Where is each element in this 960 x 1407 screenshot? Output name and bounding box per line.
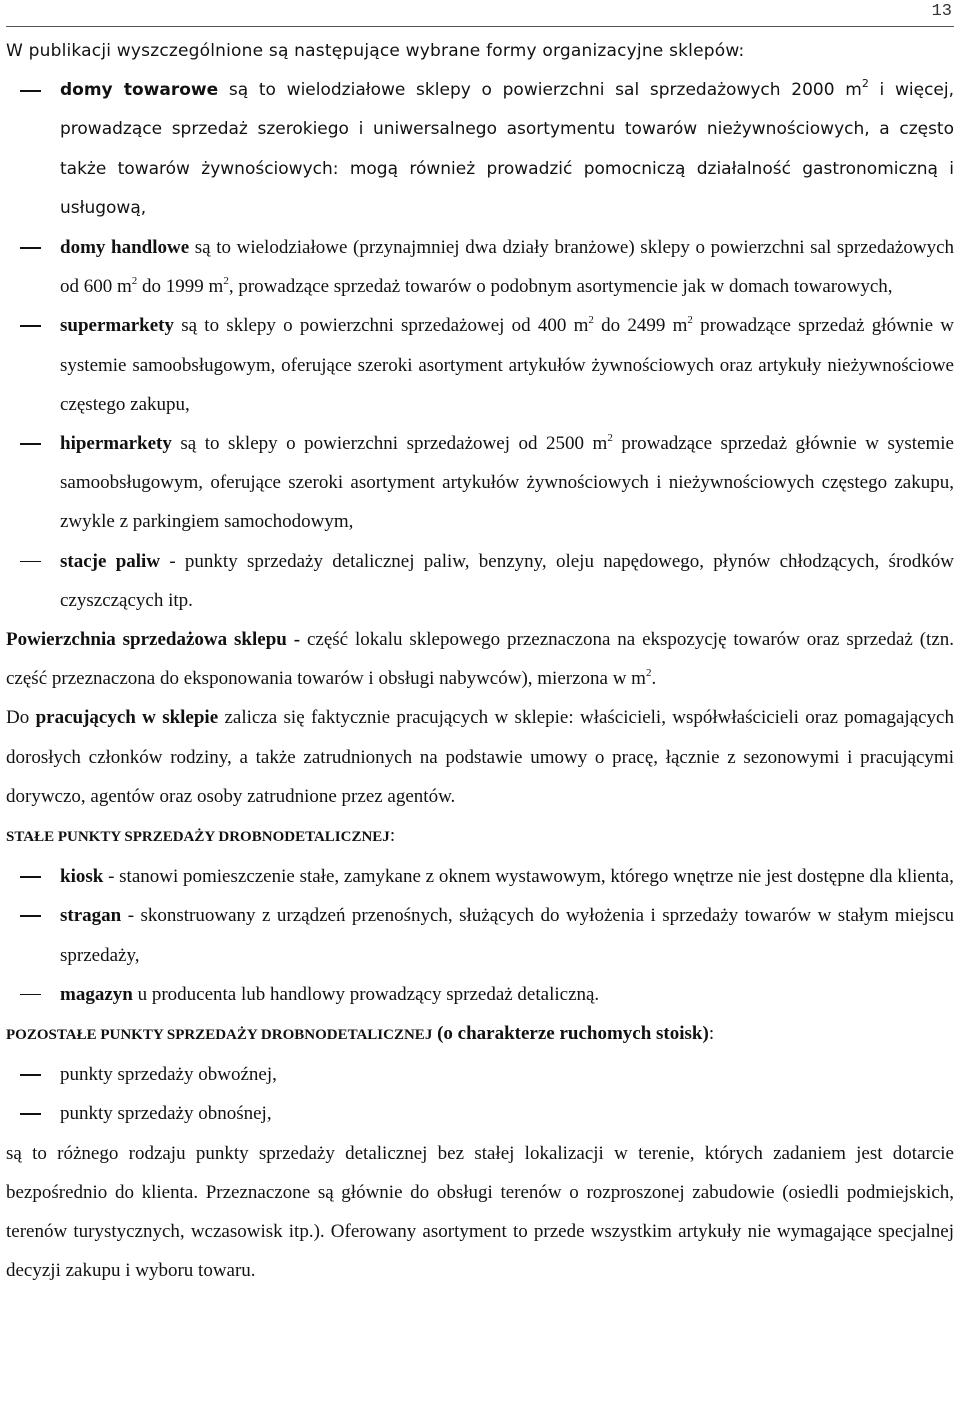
dash-bullet-icon (20, 1113, 41, 1115)
list-item-hipermarkety (6, 424, 954, 542)
term: pracujących w sklepie (35, 707, 219, 729)
definition-text: . (651, 668, 657, 690)
superscript: 2 (223, 275, 229, 288)
heading-colon: : (389, 825, 396, 847)
superscript: 2 (607, 432, 613, 445)
term: domy towarowe (60, 80, 219, 101)
definition-text: są to wielodziałowe (przynajmniej dwa działy branżowe) sklepy o powierzchni sal sprzedażowych od 600 m (60, 237, 954, 298)
term: kiosk (60, 866, 104, 888)
dash-bullet-icon (20, 325, 41, 327)
definition-text: , prowadzące sprzedaż towarów o podobnym asortymencie jak w domach towarowych, (228, 276, 893, 298)
superscript: 2 (588, 314, 594, 327)
dash-bullet-icon (20, 443, 41, 445)
term: hipermarkety (60, 433, 172, 455)
definition-text: - stanowi pomieszczenie stałe, zamykane z oknem wystawowym, którego wnętrze nie jest dostępne dla klienta, (103, 866, 954, 888)
list-item-obnosna (6, 1094, 954, 1133)
list-item-domy-handlowe (6, 228, 954, 306)
dash-bullet-icon (20, 876, 41, 878)
definition-text: - punkty sprzedaży detalicznej paliw, benzyny, oleju napędowego, płynów chłodzących, środków czyszczących itp. (60, 550, 954, 611)
other-points-heading (6, 1014, 954, 1055)
dash-bullet-icon (20, 994, 41, 996)
superscript: 2 (131, 275, 138, 288)
definition-text: i więcej, prowadzące sprzedaż szerokiego i uniwersalnego asortymentu towarów nieżywnościowych, a często także towarów żywnościowych: mogą również prowadzić pomocniczą działalność gastronomiczną i usługową, (60, 80, 954, 218)
fixed-points-heading (6, 816, 954, 857)
definition-text: u producenta lub handlowy prowadzący sprzedaż detaliczną. (132, 983, 600, 1005)
section-heading: POZOSTAŁE PUNKTY SPRZEDAŻY DROBNODETALICZNEJ (6, 1027, 433, 1044)
heading-colon: : (708, 1023, 715, 1045)
paragraph-text: Do (6, 707, 36, 729)
definition-text: są to sklepy o powierzchni sprzedażowej od 2500 m (171, 433, 608, 455)
list-item-supermarkety (6, 306, 954, 424)
superscript: 2 (687, 314, 693, 327)
definition-text: są to sklepy o powierzchni sprzedażowej od 400 m (173, 315, 589, 337)
list-item-obwozna (6, 1055, 954, 1094)
term: supermarkety (60, 315, 174, 337)
term: stacje paliw (60, 550, 161, 572)
definition-text: prowadzące sprzedaż głównie w systemie samoobsługowym, oferujące szeroki asortyment artykułów żywnościowych i nieżywnościowych częstego zakupu, zwykle z parkingiem samochodowym, (60, 433, 954, 533)
dash-bullet-icon (20, 247, 41, 249)
dash-bullet-icon (20, 915, 41, 917)
document-body (6, 32, 954, 1291)
dash-bullet-icon (20, 1074, 41, 1076)
header-rule (6, 26, 954, 27)
list-item-text: punkty sprzedaży obwoźnej, (60, 1064, 277, 1086)
paragraph-text: zalicza się faktycznie pracujących w sklepie: właścicieli, współwłaścicieli oraz pomagających dorosłych członków rodziny, a także zatrudnionych na podstawie umowy o pracę, łącznie z sezonowymi i pracującymi dorywczo, agentów oraz osoby zatrudnione przez agentów. (6, 707, 954, 807)
sales-area-paragraph (6, 620, 954, 698)
definition-text: prowadzące sprzedaż głównie w systemie samoobsługowym, oferujące szeroki asortyment artykułów żywnościowych oraz artykuły nieżywnościowe częstego zakupu, (60, 315, 954, 415)
term: stragan (60, 905, 122, 927)
term: domy handlowe (60, 237, 190, 259)
definition-text: są to wielodziałowe sklepy o powierzchni sal sprzedażowych 2000 m (218, 80, 862, 101)
list-item-text: punkty sprzedaży obnośnej, (60, 1103, 272, 1125)
term: magazyn (60, 983, 133, 1005)
section-heading: STAŁE PUNKTY SPRZEDAŻY DROBNODETALICZNEJ (6, 829, 390, 846)
dash-bullet-icon (20, 90, 41, 92)
definition-text: do 2499 m (593, 315, 688, 337)
closing-paragraph: są to różnego rodzaju punkty sprzedaży detalicznej bez stałej lokalizacji w terenie, których zadaniem jest dotarcie bezpośrednio do klienta. Przeznaczone są głównie do obsługi terenów o rozproszonej zabudowie (osiedli podmiejskich, terenów turystycznych, wczasowisk itp.). Oferowany asortyment to przede wszystkim artykuły nie wymagające specjalnej decyzji zakupu i wyboru towaru. (6, 1142, 954, 1282)
workers-paragraph (6, 698, 954, 816)
definition-text: - skonstruowany z urządzeń przenośnych, służących do wyłożenia i sprzedaży towarów w stałym miejscu sprzedaży, (60, 905, 954, 966)
list-item-magazyn (6, 975, 954, 1014)
list-item-domy-towarowe (6, 71, 954, 228)
list-item-stragan (6, 896, 954, 974)
superscript: 2 (861, 77, 869, 91)
definition-text: do 1999 m (137, 276, 224, 298)
intro-paragraph: W publikacji wyszczególnione są następujące wybrane formy organizacyjne sklepów: (6, 41, 745, 61)
list-item-stacje-paliw (6, 542, 954, 620)
page-number: 13 (931, 2, 952, 21)
definition-text: część lokalu sklepowego przeznaczona na ekspozycję towarów oraz sprzedaż (tzn. część przeznaczona do eksponowania towarów i obsługi nabywców), mierzona w m (6, 629, 954, 690)
list-item-kiosk (6, 857, 954, 896)
term: Powierzchnia sprzedażowa sklepu - (6, 629, 301, 651)
dash-bullet-icon (20, 561, 41, 563)
superscript: 2 (645, 667, 652, 680)
heading-suffix: (o charakterze ruchomych stoisk) (432, 1023, 709, 1045)
